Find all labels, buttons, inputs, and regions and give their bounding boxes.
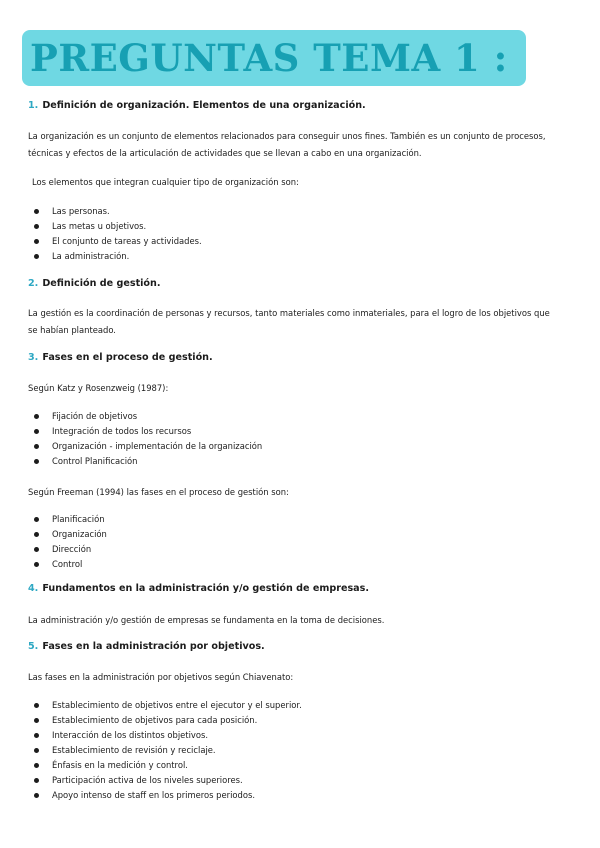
list-item: Control Planificación xyxy=(28,454,262,469)
section-3-intro-1: Según Katz y Rosenzweig (1987): xyxy=(28,383,169,393)
section-number: 5. xyxy=(28,641,39,652)
section-5-intro: Las fases en la administración por objetivos según Chiavenato: xyxy=(28,672,294,682)
section-5-heading xyxy=(28,641,265,652)
list-item: Apoyo intenso de staff en los primeros periodos. xyxy=(28,788,302,803)
section-title: Fundamentos en la administración y/o gestión de empresas. xyxy=(42,583,369,594)
list-item: Establecimiento de revisión y reciclaje. xyxy=(28,743,302,758)
section-1-list xyxy=(28,204,202,264)
section-3-list-1 xyxy=(28,409,262,469)
list-item: Establecimiento de objetivos entre el ejecutor y el superior. xyxy=(28,698,302,713)
section-1-paragraph: La organización es un conjunto de elementos relacionados para conseguir unos fines. También es un conjunto de procesos, técnicas y efectos de la articulación de actividades que se llevan a cabo en una organización. xyxy=(28,131,546,158)
section-number: 3. xyxy=(28,352,39,363)
section-title: Fases en la administración por objetivos. xyxy=(42,641,265,652)
section-title: Definición de organización. Elementos de una organización. xyxy=(42,100,366,111)
section-number: 2. xyxy=(28,278,39,289)
page-title: PREGUNTAS TEMA 1 : xyxy=(30,36,508,80)
list-item: Dirección xyxy=(28,542,107,557)
section-number: 1. xyxy=(28,100,39,111)
section-4-paragraph: La administración y/o gestión de empresas se fundamenta en la toma de decisiones. xyxy=(28,615,385,625)
section-4-heading xyxy=(28,583,369,594)
list-item: Énfasis en la medición y control. xyxy=(28,758,302,773)
section-3-list-2 xyxy=(28,512,107,572)
section-number: 4. xyxy=(28,583,39,594)
list-item: Planificación xyxy=(28,512,107,527)
section-title: Fases en el proceso de gestión. xyxy=(42,352,213,363)
section-3-intro-2: Según Freeman (1994) las fases en el proceso de gestión son: xyxy=(28,487,289,497)
list-item: Fijación de objetivos xyxy=(28,409,262,424)
section-1-heading xyxy=(28,100,366,111)
section-1-intro: Los elementos que integran cualquier tipo de organización son: xyxy=(32,177,299,187)
list-item: Participación activa de los niveles superiores. xyxy=(28,773,302,788)
list-item: Control xyxy=(28,557,107,572)
list-item: La administración. xyxy=(28,249,202,264)
section-2-heading xyxy=(28,278,161,289)
list-item: Organización xyxy=(28,527,107,542)
list-item: Establecimiento de objetivos para cada posición. xyxy=(28,713,302,728)
section-2-paragraph: La gestión es la coordinación de personas y recursos, tanto materiales como inmateriales, para el logro de los objetivos que se habían planteado. xyxy=(28,308,550,335)
list-item: Interacción de los distintos objetivos. xyxy=(28,728,302,743)
section-3-heading xyxy=(28,352,213,363)
list-item: Las personas. xyxy=(28,204,202,219)
list-item: Organización - implementación de la organización xyxy=(28,439,262,454)
list-item: Las metas u objetivos. xyxy=(28,219,202,234)
section-title: Definición de gestión. xyxy=(42,278,161,289)
section-5-list xyxy=(28,698,302,803)
list-item: Integración de todos los recursos xyxy=(28,424,262,439)
list-item: El conjunto de tareas y actividades. xyxy=(28,234,202,249)
